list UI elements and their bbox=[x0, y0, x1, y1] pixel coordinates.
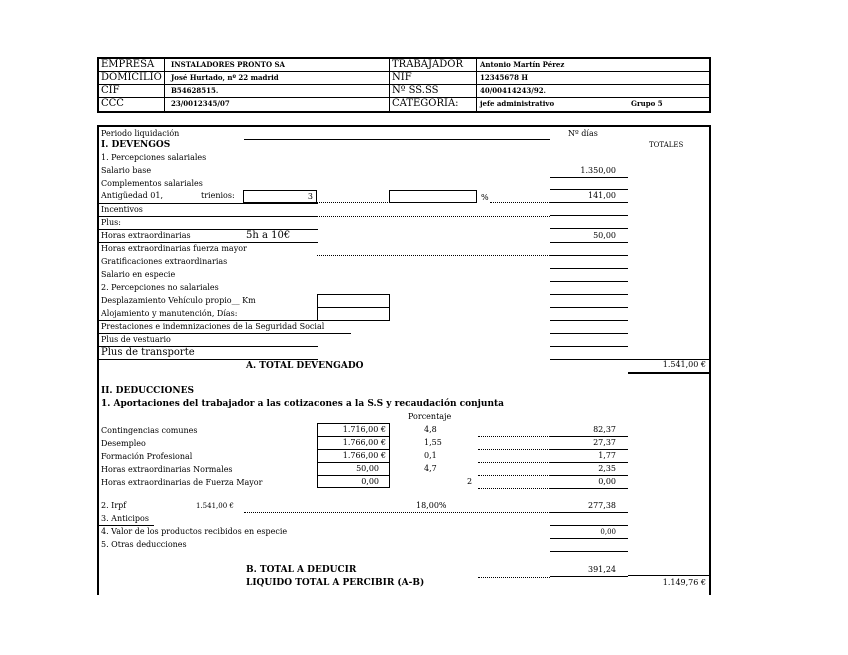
deduction-pct: 2 bbox=[467, 477, 473, 486]
empresa-label: EMPRESA bbox=[101, 59, 155, 70]
ss-value: 40/00414243/92. bbox=[480, 86, 546, 95]
nif-label: NIF bbox=[392, 72, 412, 83]
irpf-label: 2. Irpf bbox=[101, 501, 127, 510]
horas-extra-value: 50,00 bbox=[593, 231, 616, 240]
liquido-value: 1.149,76 € bbox=[662, 578, 706, 587]
deduction-value: 0,00 bbox=[598, 477, 616, 486]
gratificaciones-label: Gratificaciones extraordinarias bbox=[101, 257, 228, 266]
totales-label: TOTALES bbox=[649, 141, 684, 149]
deduction-pct: 4,8 bbox=[424, 425, 437, 434]
deduction-base: 1.766,00 € bbox=[342, 438, 386, 447]
periodo-label: Periodo liquidación bbox=[101, 129, 180, 138]
deduction-base: 1.716,00 € bbox=[342, 425, 386, 434]
grupo-value: Grupo 5 bbox=[631, 99, 663, 108]
ss-label: Nº SS.SS bbox=[392, 85, 439, 96]
pct-box bbox=[389, 190, 477, 203]
deduction-value: 82,37 bbox=[593, 425, 616, 434]
domicilio-label: DOMICILIO bbox=[101, 72, 162, 83]
horas-fuerza-mayor-label: Horas extraordinarias fuerza mayor bbox=[101, 244, 247, 253]
cif-value: B54628515. bbox=[171, 86, 219, 95]
total-deducir-value: 391,24 bbox=[588, 565, 616, 574]
plus-label: Plus: bbox=[101, 218, 121, 227]
deduction-label: Formación Profesional bbox=[101, 452, 193, 461]
trabajador-value: Antonio Martín Pérez bbox=[480, 60, 565, 69]
trienios-box bbox=[243, 190, 317, 203]
irpf-pct: 18,00% bbox=[416, 501, 447, 510]
deduction-label: Desempleo bbox=[101, 439, 146, 448]
desplazamiento-label: Desplazamiento Vehículo propio__ Km bbox=[101, 296, 256, 305]
incentivos-label: Incentivos bbox=[101, 205, 143, 214]
categoria-label: CATEGORIA: bbox=[392, 98, 459, 109]
trienios-label: trienios: bbox=[201, 191, 235, 200]
porcentaje-label: Porcentaje bbox=[408, 412, 452, 421]
percepciones-no-salariales: 2. Percepciones no salariales bbox=[101, 283, 219, 292]
trienios-value: 3 bbox=[307, 192, 313, 201]
categoria-value: jefe administrativo bbox=[480, 99, 555, 108]
deduction-value: 1,77 bbox=[598, 451, 616, 460]
nif-value: 12345678 H bbox=[480, 73, 529, 82]
devengos-title: I. DEVENGOS bbox=[101, 140, 171, 150]
antiguedad-value: 141,00 bbox=[588, 191, 616, 200]
cif-label: CIF bbox=[101, 85, 120, 96]
valor-productos-value: 0,00 bbox=[600, 528, 616, 536]
anticipos-label: 3. Anticipos bbox=[101, 514, 149, 523]
deduction-base: 1.766,00 € bbox=[342, 451, 386, 460]
total-deducir-label: B. TOTAL A DEDUCIR bbox=[246, 565, 357, 575]
irpf-value: 277,38 bbox=[588, 501, 616, 510]
deduction-label: Horas extraordinarias Normales bbox=[101, 465, 233, 474]
salario-base-label: Salario base bbox=[101, 166, 152, 175]
alojamiento-box bbox=[317, 307, 390, 321]
ccc-value: 23/0012345/07 bbox=[171, 99, 230, 108]
deduction-base: 0,00 bbox=[361, 477, 379, 486]
total-devengado-value: 1.541,00 € bbox=[662, 360, 706, 369]
irpf-base: 1.541,00 € bbox=[196, 502, 234, 510]
domicilio-value: José Hurtado, nº 22 madrid bbox=[171, 73, 279, 82]
deduction-value: 2,35 bbox=[598, 464, 616, 473]
deduction-pct: 1,55 bbox=[424, 438, 442, 447]
antiguedad-label: Antigüedad 01, bbox=[101, 191, 163, 200]
ccc-label: CCC bbox=[101, 98, 124, 109]
deduction-value: 27,37 bbox=[593, 438, 616, 447]
deducciones-title: II. DEDUCCIONES bbox=[101, 386, 194, 396]
aportaciones-title: 1. Aportaciones del trabajador a las cotizacones a la S.S y recaudación conjunta bbox=[101, 399, 505, 409]
plus-vestuario-label: Plus de vestuario bbox=[101, 335, 171, 344]
horas-extra-label: Horas extraordinarias bbox=[101, 231, 191, 240]
total-devengado-label: A. TOTAL DEVENGADO bbox=[246, 361, 364, 371]
dias-label: Nº días bbox=[568, 129, 598, 138]
plus-transporte-label: Plus de transporte bbox=[101, 347, 195, 358]
salario-especie-label: Salario en especie bbox=[101, 270, 176, 279]
liquido-label: LIQUIDO TOTAL A PERCIBIR (A-B) bbox=[246, 578, 425, 588]
percepciones-salariales: 1. Percepciones salariales bbox=[101, 153, 207, 162]
prestaciones-label: Prestaciones e indemnizaciones de la Seguridad Social bbox=[101, 322, 325, 331]
pct-symbol: % bbox=[481, 193, 489, 202]
valor-productos-label: 4. Valor de los productos recibidos en especie bbox=[101, 527, 288, 536]
alojamiento-label: Alojamiento y manutención, Días: bbox=[101, 309, 238, 318]
salario-base-value: 1.350,00 bbox=[580, 166, 616, 175]
empresa-value: INSTALADORES PRONTO SA bbox=[171, 60, 285, 69]
deduction-pct: 0,1 bbox=[424, 451, 437, 460]
deduction-label: Horas extraordinarias de Fuerza Mayor bbox=[101, 478, 263, 487]
horas-extra-detalle: 5h a 10€ bbox=[246, 230, 291, 241]
deduction-label: Contingencias comunes bbox=[101, 426, 198, 435]
otras-deducciones-label: 5. Otras deducciones bbox=[101, 540, 187, 549]
deduction-base: 50,00 bbox=[356, 464, 379, 473]
deduction-pct: 4,7 bbox=[424, 464, 437, 473]
desplazamiento-box bbox=[317, 294, 390, 308]
trabajador-label: TRABAJADOR bbox=[392, 59, 463, 70]
complementos-label: Complementos salariales bbox=[101, 179, 203, 188]
